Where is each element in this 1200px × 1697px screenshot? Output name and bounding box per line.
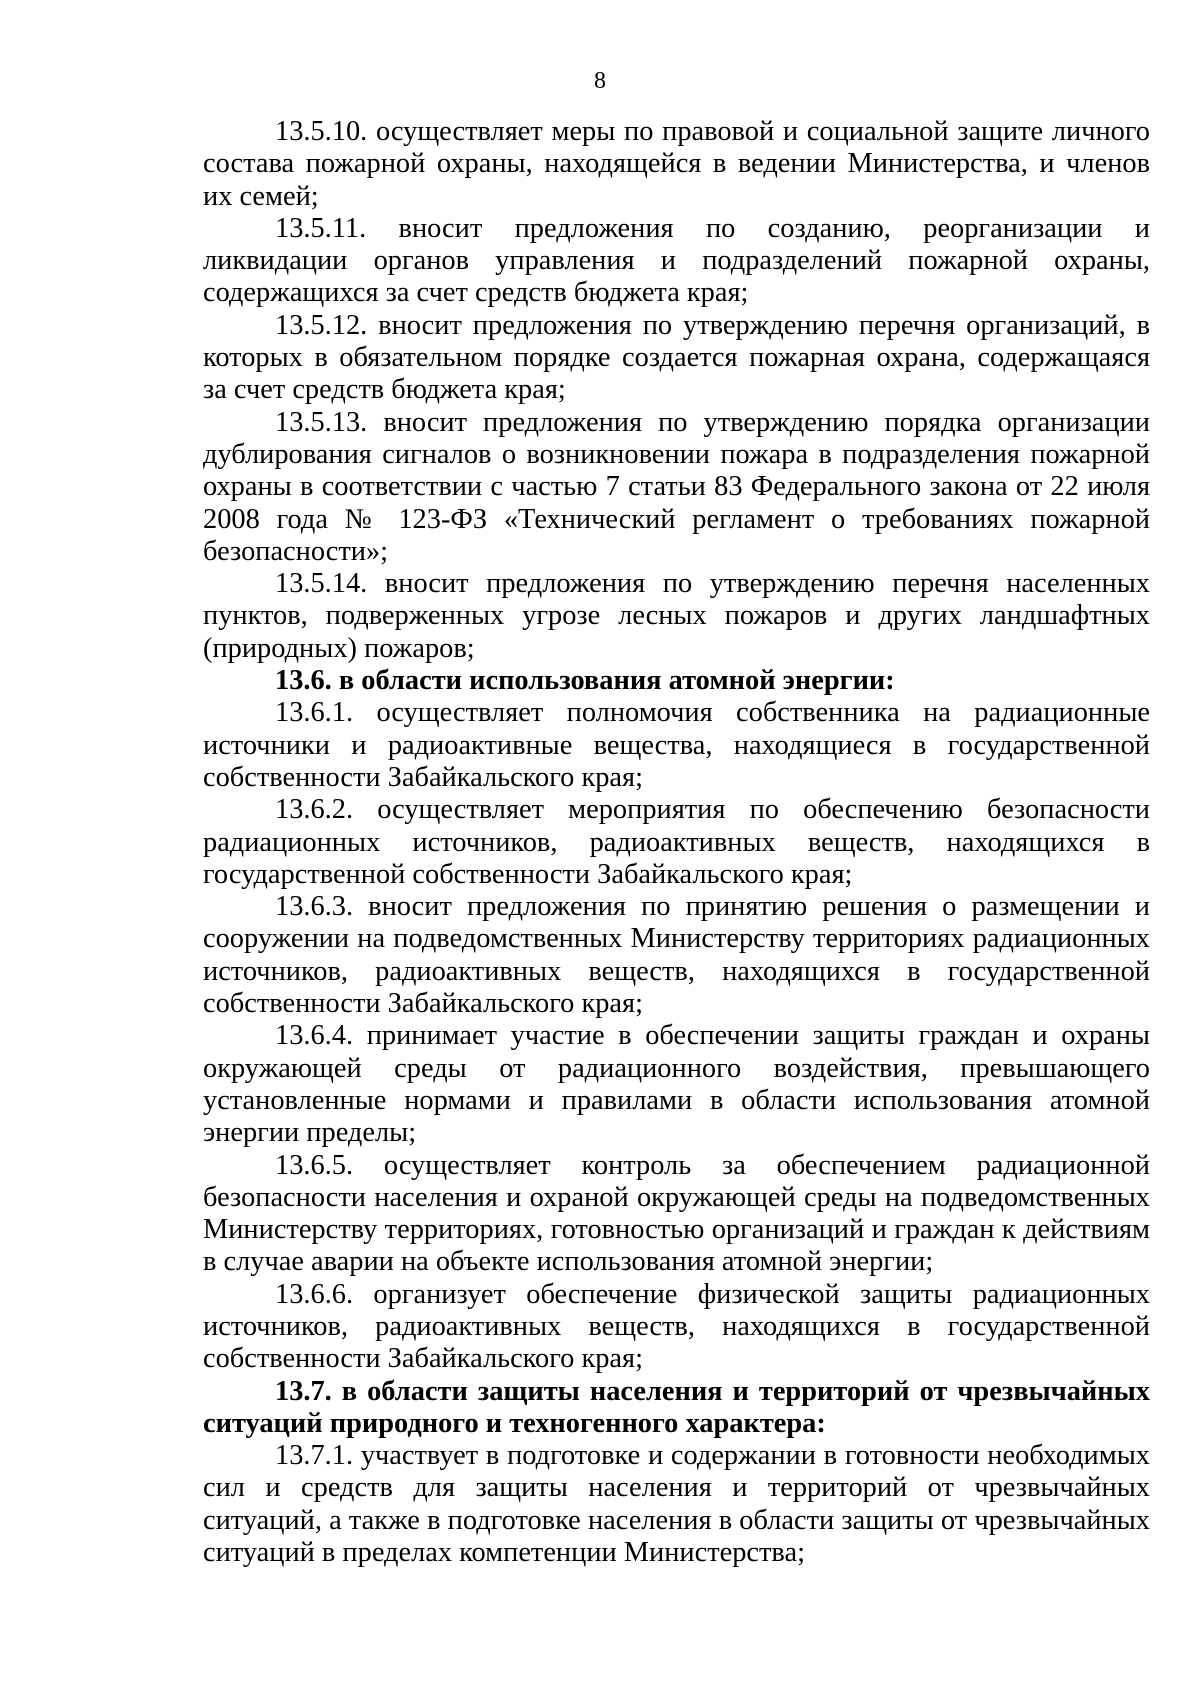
- clause-13-5-12: 13.5.12. вносит предложения по утверждению перечня организаций, в которых в обязательном порядке создается пожарная охрана, содержащаяся за счет средств бюджета края;: [203, 309, 1150, 406]
- document-body: [203, 116, 1150, 1569]
- clause-13-6-3: 13.6.3. вносит предложения по принятию решения о размещении и сооружении на подведомственных Министерству территориях радиационных источников, радиоактивных веществ, находящихся в государственной собственности Забайкальского края;: [203, 891, 1150, 1020]
- section-heading-13-7: 13.7. в области защиты населения и территорий от чрезвычайных ситуаций природного и техногенного характера:: [203, 1375, 1150, 1439]
- clause-13-5-11: 13.5.11. вносит предложения по созданию, реорганизации и ликвидации органов управления и подразделений пожарной охраны, содержащихся за счет средств бюджета края;: [203, 212, 1150, 309]
- clause-13-7-1: 13.7.1. участвует в подготовке и содержании в готовности необходимых сил и средств для защиты населения и территорий от чрезвычайных ситуаций, а также в подготовке населения в области защиты от чрезвычайных ситуаций в пределах компетенции Министерства;: [203, 1440, 1150, 1569]
- clause-13-6-4: 13.6.4. принимает участие в обеспечении защиты граждан и охраны окружающей среды от радиационного воздействия, превышающего установленные нормами и правилами в области использования атомной энергии пределы;: [203, 1020, 1150, 1149]
- page-number: 8: [594, 68, 606, 94]
- clause-13-6-6: 13.6.6. организует обеспечение физической защиты радиационных источников, радиоактивных веществ, находящихся в государственной собственности Забайкальского края;: [203, 1278, 1150, 1375]
- clause-13-6-1: 13.6.1. осуществляет полномочия собственника на радиационные источники и радиоактивные вещества, находящиеся в государственной собственности Забайкальского края;: [203, 697, 1150, 793]
- clause-13-5-10: 13.5.10. осуществляет меры по правовой и социальной защите личного состава пожарной охраны, находящейся в ведении Министерства, и членов их семей;: [203, 116, 1150, 212]
- section-heading-13-6: 13.6. в области использования атомной энергии:: [275, 665, 895, 697]
- clause-13-5-14: 13.5.14. вносит предложения по утверждению перечня населенных пунктов, подверженных угрозе лесных пожаров и других ландшафтных (природных) пожаров;: [203, 568, 1150, 664]
- clause-13-6-5: 13.6.5. осуществляет контроль за обеспечением радиационной безопасности населения и охраной окружающей среды на подведомственных Министерству территориях, готовностью организаций и граждан к действиям в случае аварии на объекте использования атомной энергии;: [203, 1149, 1150, 1278]
- clause-13-6-2: 13.6.2. осуществляет мероприятия по обеспечению безопасности радиационных источников, радиоактивных веществ, находящихся в государственной собственности Забайкальского края;: [203, 794, 1150, 890]
- clause-13-5-13: 13.5.13. вносит предложения по утверждению порядка организации дублирования сигналов о возникновении пожара в подразделения пожарной охраны в соответствии с частью 7 статьи 83 Федерального закона от 22 июля 2008 года № 123-ФЗ «Технический регламент о требованиях пожарной безопасности»;: [203, 406, 1150, 567]
